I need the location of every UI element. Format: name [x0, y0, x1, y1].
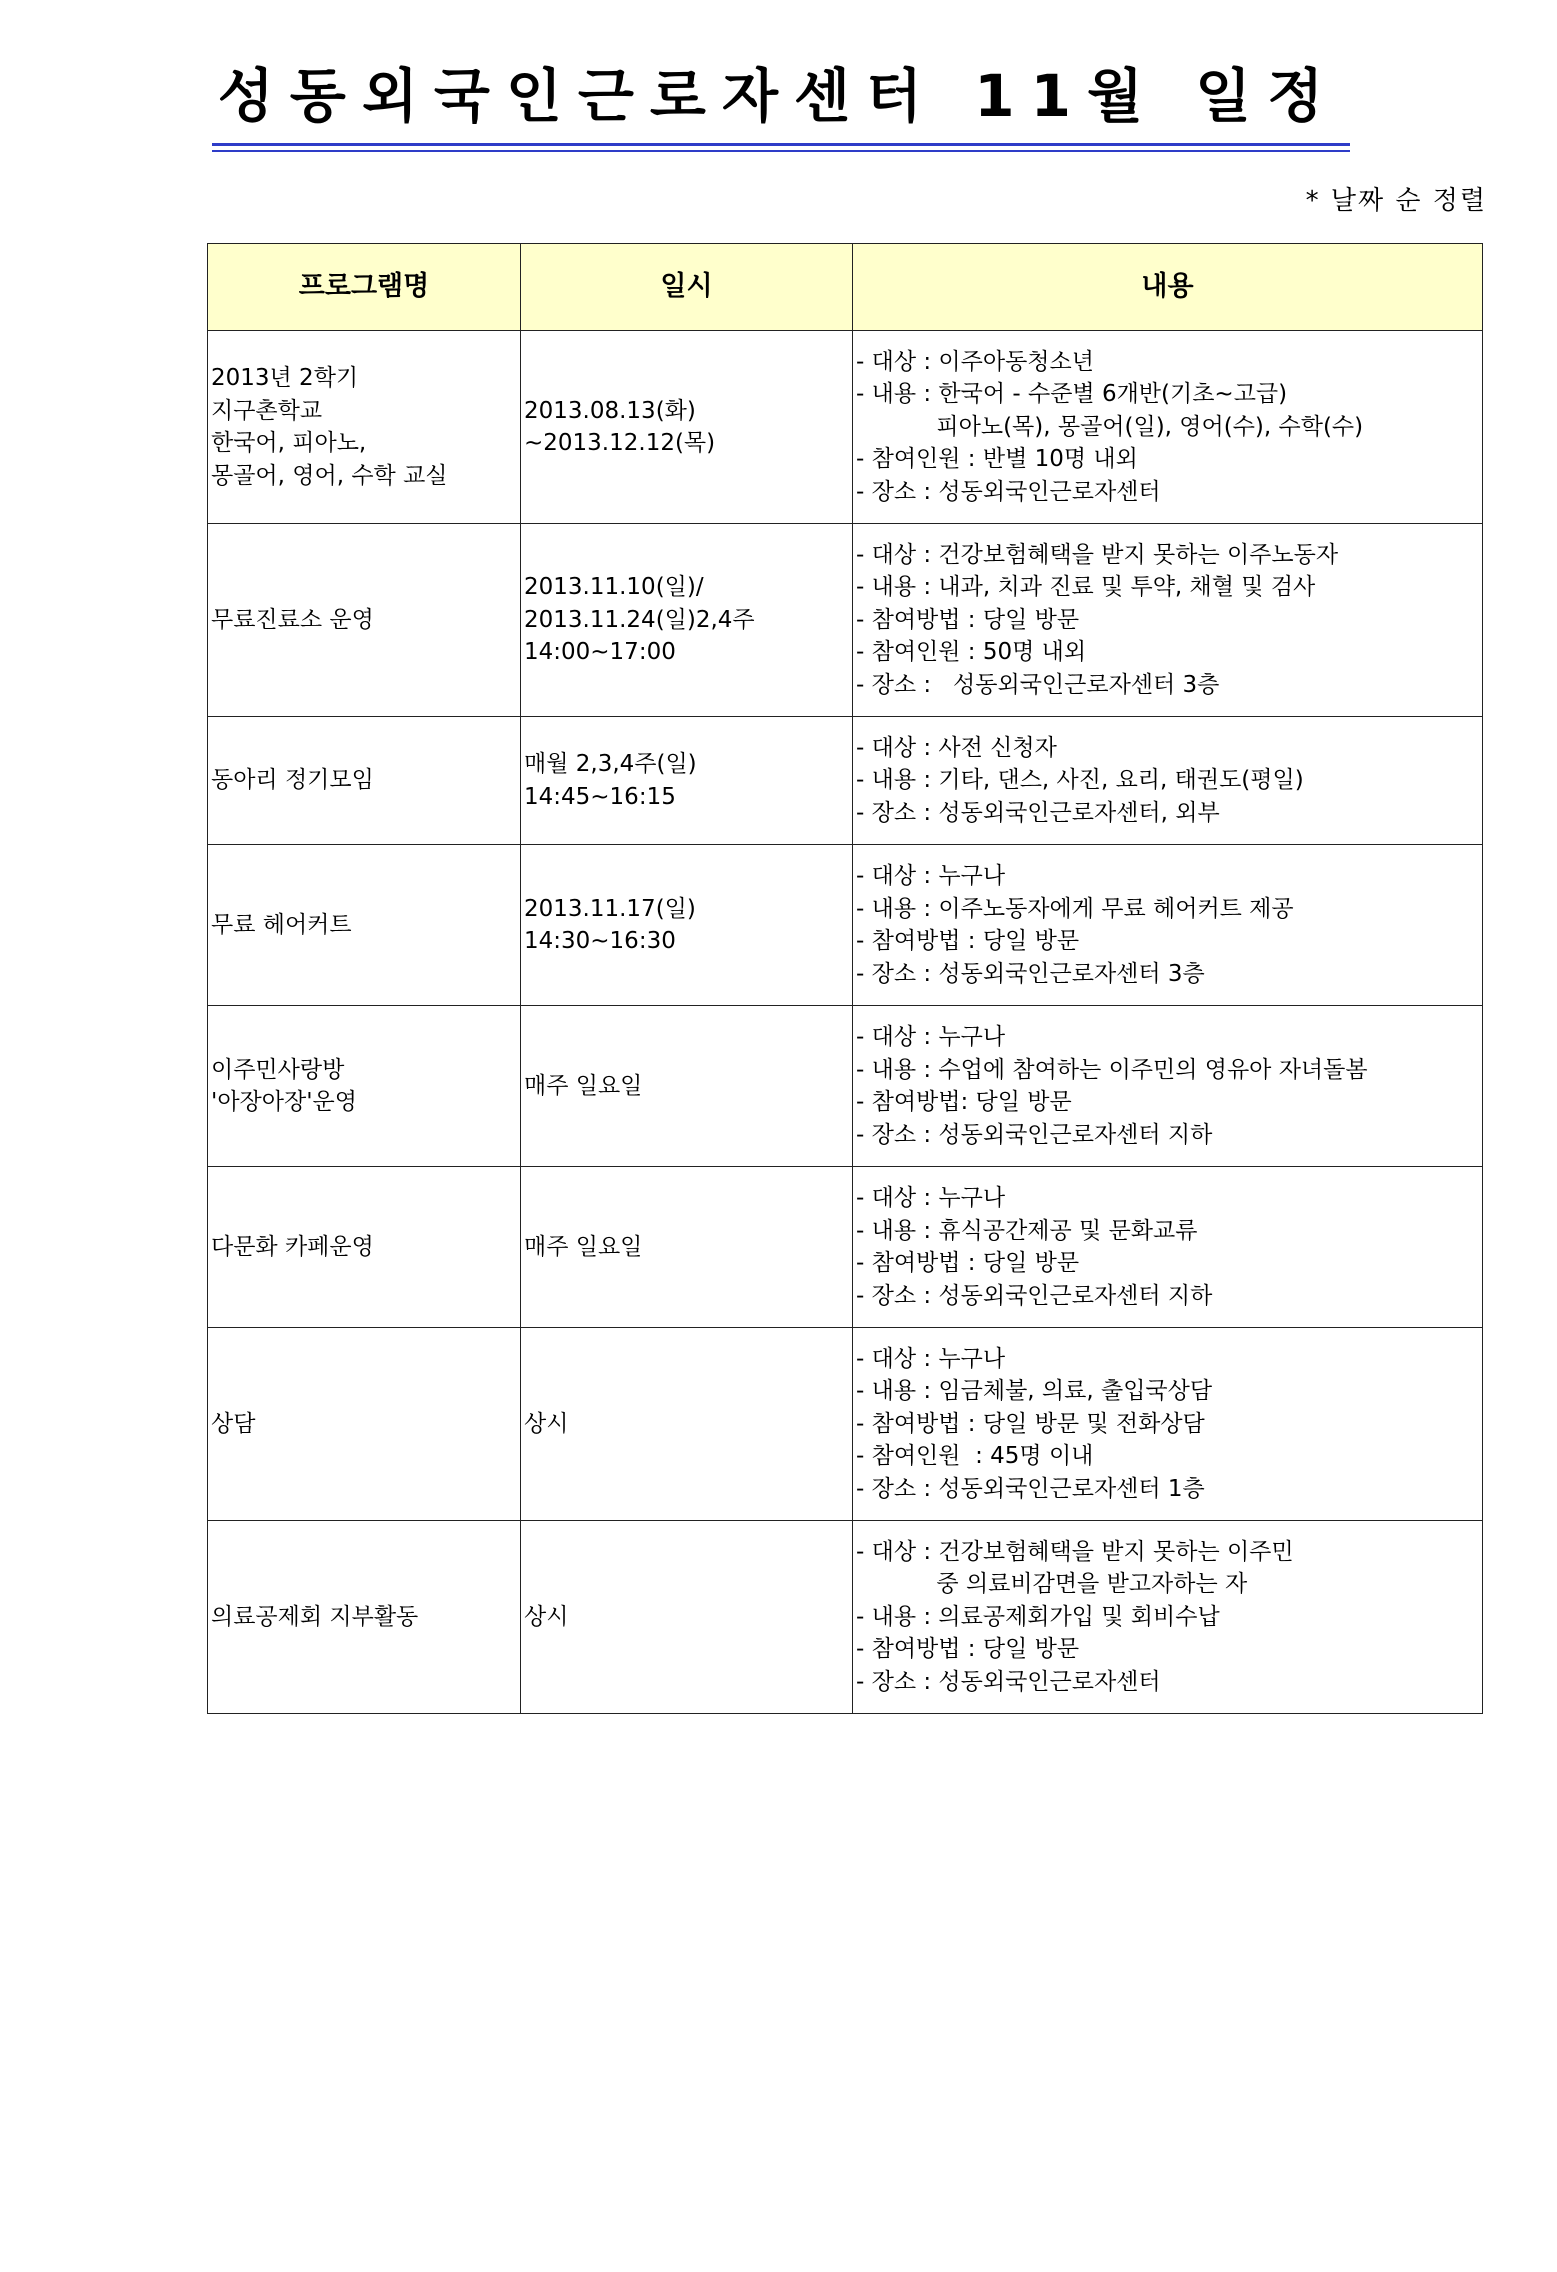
content-line: - 장소 : 성동외국인근로자센터 1층: [856, 1475, 1205, 1502]
content-cell: [853, 1006, 1483, 1167]
content-line: - 참여방법 : 당일 방문: [856, 1250, 1080, 1276]
content-line: 중 의료비감면을 받고자하는 자: [856, 1571, 1248, 1598]
datetime-cell: [521, 1167, 853, 1328]
content-cell: [853, 331, 1483, 524]
datetime-line: 2013.11.17(일): [524, 895, 696, 922]
content-line: - 내용 : 휴식공간제공 및 문화교류: [856, 1217, 1198, 1244]
program-line: 동아리 정기모임: [211, 767, 374, 794]
content-line: - 대상 : 건강보험혜택을 받지 못하는 이주민: [856, 1538, 1294, 1565]
datetime-line: 14:00~17:00: [524, 639, 676, 666]
content-line: - 내용 : 이주노동자에게 무료 헤어커트 제공: [856, 895, 1294, 922]
program-line: 2013년 2학기: [211, 365, 359, 391]
datetime-line: 상시: [524, 1410, 569, 1437]
datetime-cell: [521, 1006, 853, 1167]
content-line: - 대상 : 건강보험혜택을 받지 못하는 이주노동자: [856, 541, 1339, 568]
program-line: 다문화 카페운영: [211, 1233, 374, 1260]
content-line: 피아노(목), 몽골어(일), 영어(수), 수학(수): [856, 413, 1364, 440]
content-cell: [853, 524, 1483, 717]
content-line: - 참여인원 : 반별 10명 내외: [856, 446, 1138, 473]
datetime-cell: [521, 1328, 853, 1521]
datetime-line: 매주 일요일: [524, 1233, 643, 1260]
table-row: [208, 845, 1483, 1006]
schedule-body: [208, 331, 1483, 1714]
content-line: - 참여방법 : 당일 방문: [856, 928, 1080, 954]
content-line: - 대상 : 사전 신청자: [856, 734, 1057, 761]
content-line: - 내용 : 한국어 - 수준별 6개반(기초~고급): [856, 381, 1288, 408]
datetime-line: 2013.11.10(일)/: [524, 574, 704, 601]
datetime-cell: [521, 331, 853, 524]
datetime-line: 14:30~16:30: [524, 928, 676, 954]
content-cell: [853, 845, 1483, 1006]
content-line: - 내용 : 내과, 치과 진료 및 투약, 채혈 및 검사: [856, 574, 1316, 601]
program-line: 한국어, 피아노,: [211, 430, 367, 456]
program-cell: [208, 1167, 521, 1328]
content-line: - 참여방법 : 당일 방문 및 전화상담: [856, 1410, 1205, 1437]
page-title: 성동외국인근로자센터 11월 일정: [217, 62, 1340, 130]
program-cell: [208, 524, 521, 717]
datetime-line: 매월 2,3,4주(일): [524, 751, 697, 777]
content-line: - 참여방법 : 당일 방문: [856, 1636, 1080, 1663]
program-line: 이주민사랑방: [211, 1056, 345, 1083]
program-cell: [208, 1328, 521, 1521]
content-line: - 참여방법 : 당일 방문: [856, 606, 1080, 633]
content-line: - 참여인원 : 50명 내외: [856, 639, 1087, 666]
title-underline: [212, 143, 1350, 146]
content-cell: [853, 717, 1483, 845]
table-row: [208, 524, 1483, 717]
content-line: - 참여방법: 당일 방문: [856, 1089, 1072, 1115]
program-line: 몽골어, 영어, 수학 교실: [211, 462, 448, 489]
title-underline-secondary: [212, 150, 1350, 152]
schedule-table: [207, 243, 1483, 1714]
header-content: 내용: [853, 244, 1483, 331]
datetime-cell: [521, 717, 853, 845]
table-header-row: [208, 244, 1483, 331]
program-line: 무료진료소 운영: [211, 606, 374, 633]
table-row: [208, 1167, 1483, 1328]
datetime-line: 매주 일요일: [524, 1072, 643, 1099]
datetime-line: 상시: [524, 1603, 569, 1630]
datetime-line: 2013.08.13(화): [524, 397, 696, 424]
table-row: [208, 1521, 1483, 1714]
sort-note: * 날짜 순 정렬: [1305, 186, 1487, 216]
program-cell: [208, 1006, 521, 1167]
content-cell: [853, 1328, 1483, 1521]
content-line: - 내용 : 임금체불, 의료, 출입국상담: [856, 1378, 1213, 1405]
program-line: 무료 헤어커트: [211, 911, 352, 938]
datetime-line: 14:45~16:15: [524, 783, 676, 810]
content-line: - 장소 : 성동외국인근로자센터 지하: [856, 1282, 1213, 1309]
content-line: - 장소 : 성동외국인근로자센터, 외부: [856, 799, 1220, 826]
content-line: - 장소 : 성동외국인근로자센터: [856, 478, 1161, 505]
content-line: - 대상 : 누구나: [856, 1024, 1006, 1050]
content-line: - 내용 : 의료공제회가입 및 회비수납: [856, 1603, 1220, 1630]
header-datetime: 일시: [521, 244, 853, 331]
datetime-line: ~2013.12.12(목): [524, 430, 716, 456]
content-line: - 대상 : 누구나: [856, 863, 1006, 889]
datetime-cell: [521, 524, 853, 717]
content-line: - 장소 : 성동외국인근로자센터 지하: [856, 1121, 1213, 1148]
program-line: 의료공제회 지부활동: [211, 1603, 419, 1630]
datetime-line: 2013.11.24(일)2,4주: [524, 606, 755, 633]
content-line: - 대상 : 누구나: [856, 1345, 1006, 1372]
table-row: [208, 717, 1483, 845]
program-line: '아장아장'운영: [211, 1089, 357, 1115]
content-line: - 대상 : 누구나: [856, 1185, 1006, 1211]
program-line: 지구촌학교: [211, 397, 323, 424]
content-line: - 장소 : 성동외국인근로자센터 3층: [856, 960, 1205, 987]
table-row: [208, 1328, 1483, 1521]
content-line: - 대상 : 이주아동청소년: [856, 348, 1094, 375]
header-program: 프로그램명: [208, 244, 521, 331]
program-cell: [208, 331, 521, 524]
program-line: 상담: [211, 1410, 256, 1437]
content-line: - 장소 : 성동외국인근로자센터 3층: [856, 671, 1220, 698]
content-line: - 장소 : 성동외국인근로자센터: [856, 1668, 1161, 1695]
content-line: - 내용 : 기타, 댄스, 사진, 요리, 태권도(평일): [856, 767, 1304, 794]
datetime-cell: [521, 845, 853, 1006]
table-row: [208, 1006, 1483, 1167]
table-row: [208, 331, 1483, 524]
program-cell: [208, 1521, 521, 1714]
program-cell: [208, 717, 521, 845]
content-cell: [853, 1167, 1483, 1328]
content-line: - 내용 : 수업에 참여하는 이주민의 영유아 자녀돌봄: [856, 1056, 1368, 1083]
content-line: - 참여인원 : 45명 이내: [856, 1443, 1094, 1470]
program-cell: [208, 845, 521, 1006]
datetime-cell: [521, 1521, 853, 1714]
content-cell: [853, 1521, 1483, 1714]
